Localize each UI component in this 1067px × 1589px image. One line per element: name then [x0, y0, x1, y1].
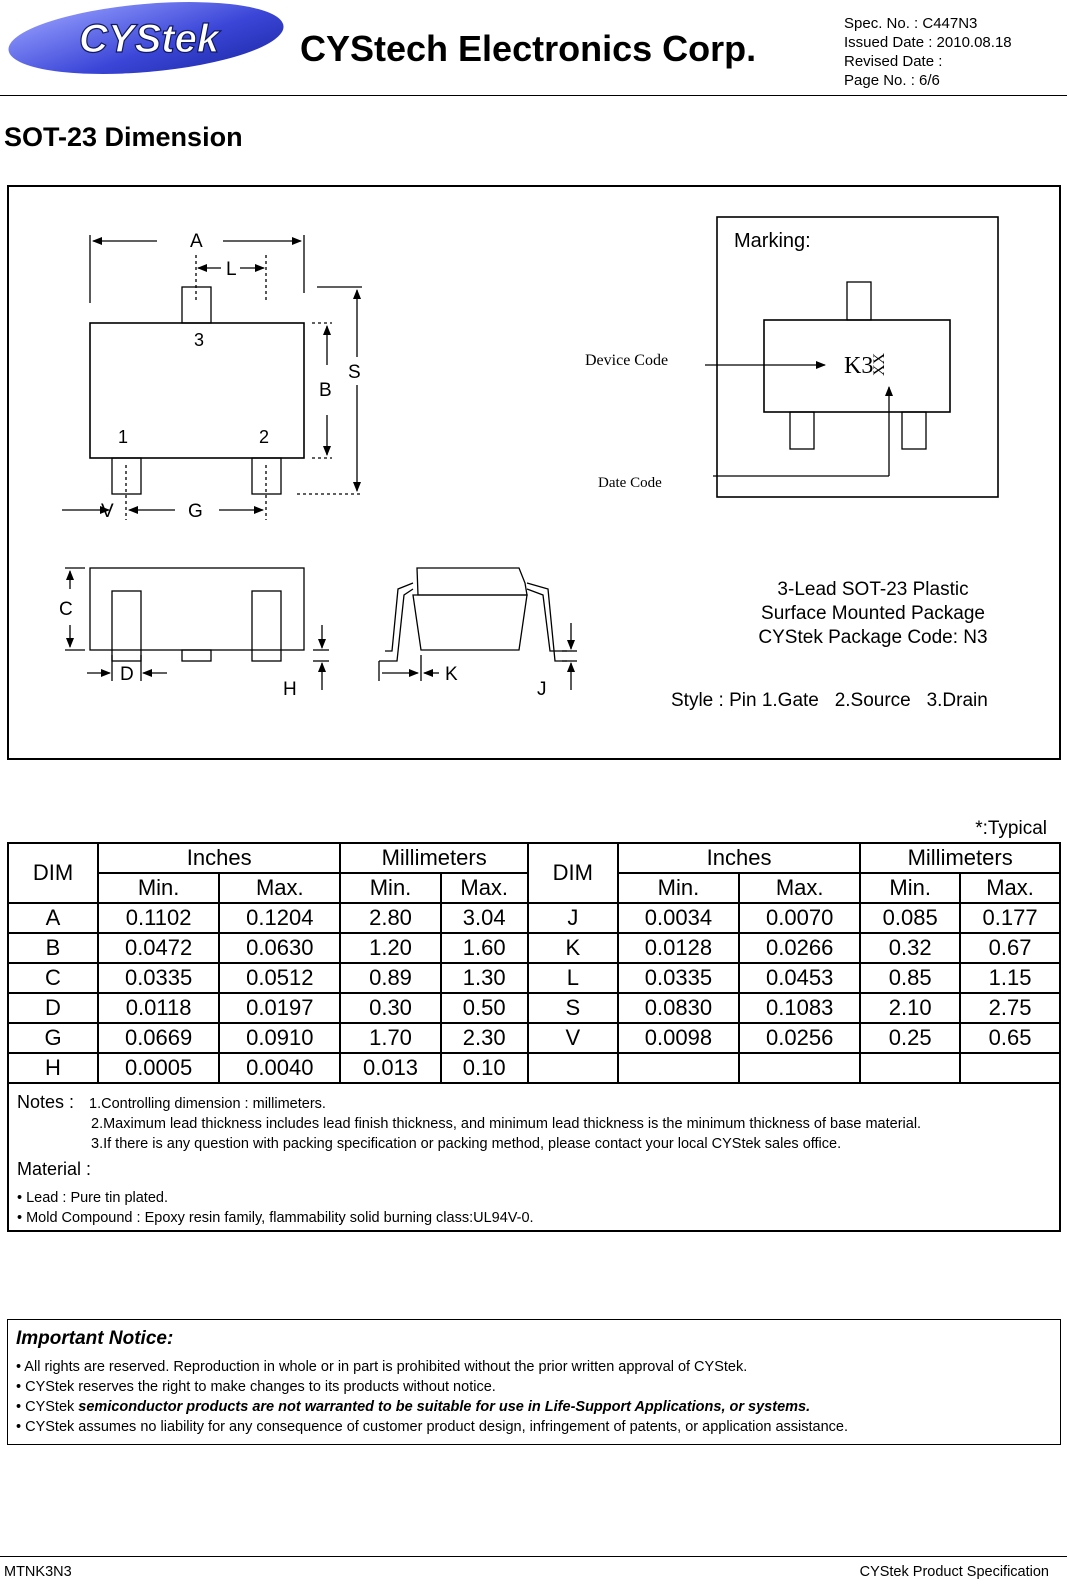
- dim-label-D: D: [120, 664, 134, 685]
- table-header-row: [8, 843, 1060, 873]
- value-cell: 0.1102: [98, 903, 219, 933]
- top-view-labels: [101, 231, 361, 522]
- value-cell: 0.0453: [739, 963, 860, 993]
- value-cell: [739, 1053, 860, 1083]
- dim-header: DIM: [8, 843, 98, 903]
- value-cell: 0.10: [441, 1053, 528, 1083]
- dim-cell: J: [528, 903, 618, 933]
- dim-label-K: K: [445, 664, 458, 685]
- dim-cell: A: [8, 903, 98, 933]
- max-header: Max.: [739, 873, 860, 903]
- table-row: [8, 1053, 1060, 1083]
- value-cell: 0.0335: [98, 963, 219, 993]
- value-cell: 0.0098: [618, 1023, 739, 1053]
- device-code-label: Device Code: [585, 352, 669, 369]
- dim-cell: G: [8, 1023, 98, 1053]
- value-cell: 0.177: [960, 903, 1060, 933]
- marking-labels: [585, 230, 888, 491]
- value-cell: 0.0266: [739, 933, 860, 963]
- min-header: Min.: [98, 873, 219, 903]
- package-drawing: [7, 185, 1061, 760]
- dim-label-L: L: [226, 259, 237, 280]
- value-cell: 1.20: [340, 933, 440, 963]
- value-cell: 0.1083: [739, 993, 860, 1023]
- marking-title: Marking:: [734, 230, 811, 252]
- dim-header: DIM: [528, 843, 618, 903]
- value-cell: 0.0335: [618, 963, 739, 993]
- notice-item-3-prefix: • CYStek: [16, 1399, 79, 1415]
- dim-cell: H: [8, 1053, 98, 1083]
- value-cell: 0.0040: [219, 1053, 340, 1083]
- top-view: [62, 235, 362, 520]
- date-code-label: Date Code: [598, 475, 662, 491]
- pin-2-label: 2: [259, 427, 270, 447]
- dim-label-J: J: [537, 679, 547, 700]
- dim-cell: V: [528, 1023, 618, 1053]
- value-cell: 2.10: [860, 993, 960, 1023]
- value-cell: 0.65: [960, 1023, 1060, 1053]
- value-cell: [960, 1053, 1060, 1083]
- value-cell: 0.0256: [739, 1023, 860, 1053]
- value-cell: 1.15: [960, 963, 1060, 993]
- dim-cell: S: [528, 993, 618, 1023]
- value-cell: [860, 1053, 960, 1083]
- value-cell: 0.1204: [219, 903, 340, 933]
- value-cell: 0.0630: [219, 933, 340, 963]
- dim-cell: L: [528, 963, 618, 993]
- value-cell: 1.30: [441, 963, 528, 993]
- section-title: SOT-23 Dimension: [4, 122, 243, 152]
- notice-item-1: • All rights are reserved. Reproduction in whole or in part is prohibited without the prior written approval of CYStek.: [16, 1359, 748, 1375]
- dim-label-V: V: [101, 501, 114, 522]
- value-cell: 0.0070: [739, 903, 860, 933]
- footer-title: CYStek Product Specification: [859, 1564, 1049, 1580]
- table-row: [8, 903, 1060, 933]
- side-view-profile: [379, 568, 577, 690]
- dim-label-A: A: [190, 231, 203, 252]
- pin-style: Style : Pin 1.Gate 2.Source 3.Drain: [671, 690, 988, 711]
- value-cell: 0.0669: [98, 1023, 219, 1053]
- typical-note: *:Typical: [975, 818, 1047, 839]
- notice-item-2: • CYStek reserves the right to make changes to its products without notice.: [16, 1379, 496, 1395]
- logo-text: CYStek: [79, 17, 220, 61]
- value-cell: 0.0197: [219, 993, 340, 1023]
- min-header: Min.: [860, 873, 960, 903]
- package-line-2: Surface Mounted Package: [761, 603, 985, 624]
- value-cell: [618, 1053, 739, 1083]
- value-cell: 0.30: [340, 993, 440, 1023]
- important-notice: [7, 1319, 1061, 1445]
- mm-header: Millimeters: [340, 843, 527, 873]
- table-row: [8, 933, 1060, 963]
- notice-item-3-warning: semiconductor products are not warranted to be suitable for use in Life-Support Applications, or systems.: [78, 1399, 811, 1415]
- notice-item-3: [16, 1399, 810, 1415]
- dim-label-B: B: [319, 380, 332, 401]
- note-1: 1.Controlling dimension : millimeters.: [89, 1096, 326, 1112]
- dim-label-G: G: [188, 501, 203, 522]
- notes-box: [7, 1084, 1061, 1232]
- dim-cell: [528, 1053, 618, 1083]
- side-view-profile-labels: [445, 664, 547, 700]
- material-1: • Lead : Pure tin plated.: [17, 1190, 168, 1206]
- company-name: CYStech Electronics Corp.: [300, 28, 757, 69]
- inches-header: Inches: [98, 843, 340, 873]
- dim-cell: C: [8, 963, 98, 993]
- material-2: • Mold Compound : Epoxy resin family, flammability solid burning class:UL94V-0.: [17, 1210, 534, 1226]
- table-row: [8, 963, 1060, 993]
- note-3: 3.If there is any question with packing specification or packing method, please contact your local CYStek sales office.: [91, 1136, 842, 1152]
- table-row: [8, 993, 1060, 1023]
- dim-label-H: H: [283, 679, 297, 700]
- cystek-logo: [4, 0, 286, 78]
- value-cell: 0.0118: [98, 993, 219, 1023]
- value-cell: 0.25: [860, 1023, 960, 1053]
- value-cell: 0.085: [860, 903, 960, 933]
- value-cell: 0.32: [860, 933, 960, 963]
- side-view-front: [65, 568, 329, 690]
- value-cell: 0.0910: [219, 1023, 340, 1053]
- value-cell: 0.0005: [98, 1053, 219, 1083]
- value-cell: 0.50: [441, 993, 528, 1023]
- footer-divider: [0, 1556, 1067, 1557]
- value-cell: 0.0830: [618, 993, 739, 1023]
- value-cell: 0.0128: [618, 933, 739, 963]
- inches-header: Inches: [618, 843, 860, 873]
- min-header: Min.: [340, 873, 440, 903]
- device-code: K3: [844, 353, 874, 379]
- value-cell: 1.60: [441, 933, 528, 963]
- min-header: Min.: [618, 873, 739, 903]
- package-line-1: 3-Lead SOT-23 Plastic: [777, 579, 969, 600]
- max-header: Max.: [441, 873, 528, 903]
- package-line-3: CYStek Package Code: N3: [758, 627, 988, 648]
- max-header: Max.: [219, 873, 340, 903]
- footer-doc-code: MTNK3N3: [4, 1564, 72, 1580]
- spec-number: Spec. No. : C447N3: [844, 15, 978, 32]
- issued-date: Issued Date : 2010.08.18: [844, 34, 1012, 51]
- notice-title: Important Notice:: [16, 1328, 174, 1349]
- dim-label-S: S: [348, 362, 361, 383]
- value-cell: 0.0512: [219, 963, 340, 993]
- value-cell: 0.85: [860, 963, 960, 993]
- pin-1-label: 1: [118, 427, 129, 447]
- value-cell: 0.0472: [98, 933, 219, 963]
- value-cell: 2.80: [340, 903, 440, 933]
- value-cell: 0.0034: [618, 903, 739, 933]
- value-cell: 1.70: [340, 1023, 440, 1053]
- pin-3-label: 3: [194, 330, 205, 350]
- dimension-table: [7, 842, 1061, 1084]
- header-divider: [0, 95, 1067, 96]
- mm-header: Millimeters: [860, 843, 1060, 873]
- notice-item-4: • CYStek assumes no liability for any consequence of customer product design, infringement of patents, or application assistance.: [16, 1419, 849, 1435]
- value-cell: 2.30: [441, 1023, 528, 1053]
- page-number: Page No. : 6/6: [844, 72, 940, 89]
- dim-cell: B: [8, 933, 98, 963]
- value-cell: 2.75: [960, 993, 1060, 1023]
- package-description: [671, 579, 988, 711]
- date-code: XX: [871, 352, 888, 376]
- value-cell: 0.013: [340, 1053, 440, 1083]
- value-cell: 0.67: [960, 933, 1060, 963]
- value-cell: 3.04: [441, 903, 528, 933]
- max-header: Max.: [960, 873, 1060, 903]
- dim-cell: K: [528, 933, 618, 963]
- dim-cell: D: [8, 993, 98, 1023]
- table-row: [8, 1023, 1060, 1053]
- notes-label: Notes :: [17, 1092, 75, 1112]
- dim-label-C: C: [59, 599, 73, 620]
- value-cell: 0.89: [340, 963, 440, 993]
- note-2: 2.Maximum lead thickness includes lead finish thickness, and minimum lead thickness is the minimum thickness of base material.: [91, 1116, 922, 1132]
- revised-date: Revised Date :: [844, 53, 943, 70]
- material-label: Material :: [17, 1159, 92, 1179]
